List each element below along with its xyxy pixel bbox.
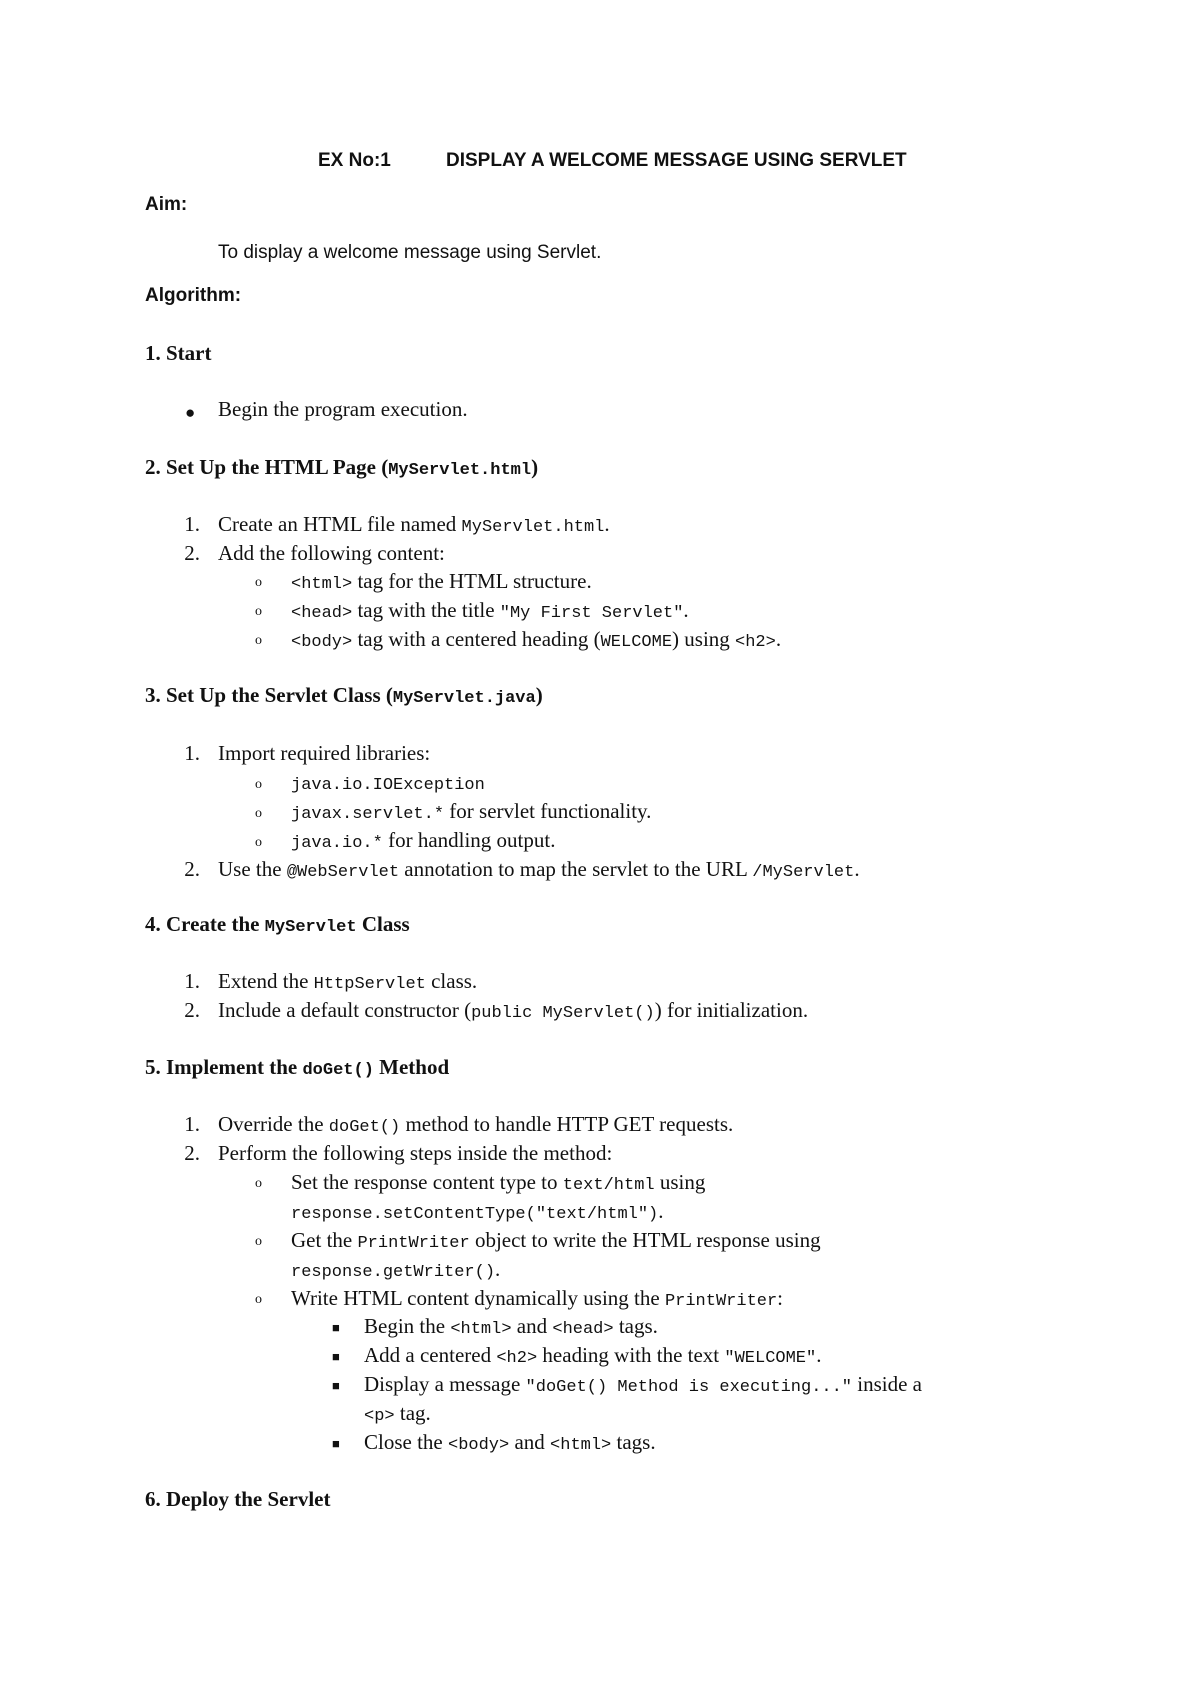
circle-marker: o xyxy=(255,835,262,850)
step-2-heading: 2. Set Up the HTML Page (MyServlet.html) xyxy=(145,455,539,480)
sub-list-item: java.io.* for handling output. xyxy=(291,828,556,853)
circle-marker: o xyxy=(255,1176,262,1191)
list-number: 1. xyxy=(184,512,200,536)
step-3-heading: 3. Set Up the Servlet Class (MyServlet.java) xyxy=(145,683,543,708)
aim-text: To display a welcome message using Servlet. xyxy=(218,242,602,263)
square-marker: ■ xyxy=(332,1320,340,1335)
sub-list-item: java.io.IOException xyxy=(291,776,485,795)
aim-label: Aim: xyxy=(145,194,188,215)
sub-sub-list-item: Begin the <html> and <head> tags. xyxy=(364,1314,658,1339)
step-4-heading: 4. Create the MyServlet Class xyxy=(145,912,410,937)
sub-list-item: Write HTML content dynamically using the PrintWriter: xyxy=(291,1286,784,1311)
circle-marker: o xyxy=(255,777,262,792)
circle-marker: o xyxy=(255,1292,262,1307)
list-item: Use the @WebServlet annotation to map the servlet to the URL /MyServlet. xyxy=(218,857,860,882)
step-6-heading: 6. Deploy the Servlet xyxy=(145,1487,331,1511)
list-item: Override the doGet() method to handle HTTP GET requests. xyxy=(218,1112,734,1137)
list-item: Import required libraries: xyxy=(218,741,431,765)
circle-marker: o xyxy=(255,1234,262,1249)
square-marker: ■ xyxy=(332,1378,340,1393)
sub-list-item-continued: response.getWriter(). xyxy=(291,1257,501,1282)
sub-list-item: javax.servlet.* for servlet functionality. xyxy=(291,799,652,824)
step-1-bullet-text: Begin the program execution. xyxy=(218,397,468,421)
document-title: DISPLAY A WELCOME MESSAGE USING SERVLET xyxy=(446,150,907,171)
list-number: 1. xyxy=(184,1112,200,1136)
list-number: 1. xyxy=(184,969,200,993)
list-item: Include a default constructor (public MyServlet()) for initialization. xyxy=(218,998,809,1023)
list-item: Extend the HttpServlet class. xyxy=(218,969,478,994)
sub-sub-list-item: Add a centered <h2> heading with the text "WELCOME". xyxy=(364,1343,822,1368)
square-marker: ■ xyxy=(332,1436,340,1451)
list-number: 2. xyxy=(184,541,200,565)
sub-sub-list-item-continued: <p> tag. xyxy=(364,1401,431,1426)
sub-sub-list-item: Display a message "doGet() Method is executing..." inside a xyxy=(364,1372,922,1397)
sub-list-item: <html> tag for the HTML structure. xyxy=(291,569,592,594)
circle-marker: o xyxy=(255,633,262,648)
bullet-marker: ● xyxy=(185,403,196,422)
algorithm-label: Algorithm: xyxy=(145,285,242,306)
list-item: Add the following content: xyxy=(218,541,445,565)
circle-marker: o xyxy=(255,604,262,619)
list-number: 1. xyxy=(184,741,200,765)
circle-marker: o xyxy=(255,806,262,821)
step-5-heading: 5. Implement the doGet() Method xyxy=(145,1055,450,1080)
sub-list-item: Set the response content type to text/html using xyxy=(291,1170,706,1195)
sub-list-item: <body> tag with a centered heading (WELCOME) using <h2>. xyxy=(291,627,782,652)
exercise-number: EX No:1 xyxy=(318,150,391,171)
list-number: 2. xyxy=(184,857,200,881)
list-number: 2. xyxy=(184,998,200,1022)
list-number: 2. xyxy=(184,1141,200,1165)
circle-marker: o xyxy=(255,575,262,590)
sub-sub-list-item: Close the <body> and <html> tags. xyxy=(364,1430,656,1455)
sub-list-item-continued: response.setContentType("text/html"). xyxy=(291,1199,664,1224)
sub-list-item: <head> tag with the title "My First Servlet". xyxy=(291,598,689,623)
list-item: Perform the following steps inside the method: xyxy=(218,1141,613,1165)
list-item: Create an HTML file named MyServlet.html. xyxy=(218,512,610,537)
square-marker: ■ xyxy=(332,1349,340,1364)
step-1-heading: 1. Start xyxy=(145,341,212,365)
sub-list-item: Get the PrintWriter object to write the HTML response using xyxy=(291,1228,821,1253)
